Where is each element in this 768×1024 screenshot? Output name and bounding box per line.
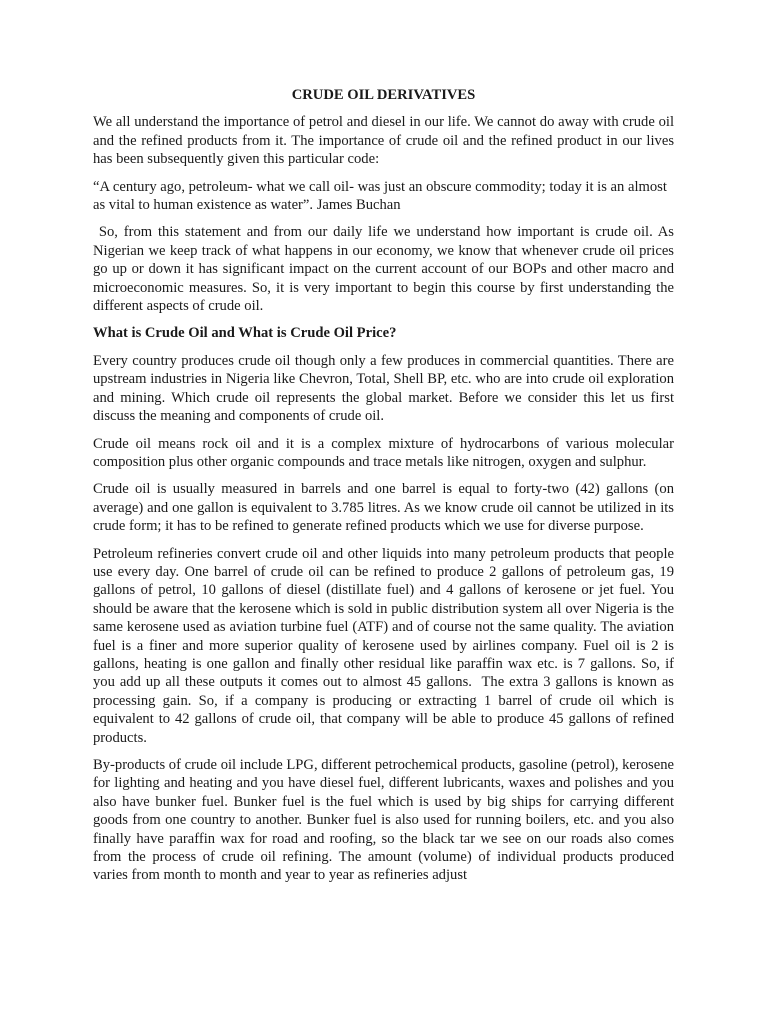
importance-paragraph: So, from this statement and from our daily life we understand how important is crude oil. As Nigerian we keep track of what happens in our economy, we know that whenever crude oil prices go up or down it has significant impact on the current account of our BOPs and other macro and microeconomic measures. So, it is very important to begin this course by first understanding the different aspects of crude oil. — [93, 224, 674, 315]
byproducts-paragraph: By-products of crude oil include LPG, different petrochemical products, gasoline (petrol), kerosene for lighting and heating and you have diesel fuel, different lubricants, waxes and polishes and you also have bunker fuel. Bunker fuel is the fuel which is used by big ships for carrying different goods from one country to another. Bunker fuel is also used for running boilers, etc. and you also finally have paraffin wax for road and roofing, so the black tar we see on our roads also comes from the process of crude oil refining. The amount (volume) of individual products produced varies from month to month and year to year as refineries adjust — [93, 757, 674, 884]
production-paragraph: Every country produces crude oil though only a few produces in commercial quantities. There are upstream industries in Nigeria like Chevron, Total, Shell BP, etc. who are into crude oil exploration and mining. Which crude oil represents the global market. Before we consider this let us first discuss the meaning and components of crude oil. — [93, 352, 674, 425]
document-page — [93, 86, 674, 894]
refineries-paragraph: Petroleum refineries convert crude oil and other liquids into many petroleum products that people use every day. One barrel of crude oil can be refined to produce 2 gallons of petroleum gas, 19 gallons of petrol, 10 gallons of diesel (distillate fuel) and 4 gallons of kerosene or jet fuel. You should be aware that the kerosene which is sold in public distribution system all over Nigeria is the same kerosene used as aviation turbine fuel (ATF) and of course not the same quality. The aviation fuel is a finer and more superior quality of kerosene used by airlines company. Fuel oil is 2 is gallons, heating is one gallon and finally other residual like paraffin wax etc. is 7 gallons. So, if you add up all these outputs it comes out to almost 45 gallons. The extra 3 gallons is known as processing gain. So, if a company is producing or extracting 1 barrel of crude oil which is equivalent to 42 gallons of crude oil, that company will be able to produce 45 gallons of refined products. — [93, 545, 674, 746]
intro-paragraph: We all understand the importance of petrol and diesel in our life. We cannot do away with crude oil and the refined products from it. The importance of crude oil and the refined product in our lives has been subsequently given this particular code: — [93, 114, 674, 168]
definition-paragraph: Crude oil means rock oil and it is a complex mixture of hydrocarbons of various molecular composition plus other organic compounds and trace metals like nitrogen, oxygen and sulphur. — [93, 435, 674, 470]
quote-paragraph: “A century ago, petroleum- what we call oil- was just an obscure commodity; today it is an almost as vital to human existence as water”. James Buchan — [93, 178, 667, 214]
document-title: CRUDE OIL DERIVATIVES — [291, 87, 476, 103]
measurement-paragraph: Crude oil is usually measured in barrels and one barrel is equal to forty-two (42) gallons (on average) and one gallon is equivalent to 3.785 litres. As we know crude oil cannot be utilized in its crude form; it has to be refined to generate refined products which we use for diverse purpose. — [93, 481, 674, 535]
section-heading: What is Crude Oil and What is Crude Oil Price? — [93, 325, 397, 342]
